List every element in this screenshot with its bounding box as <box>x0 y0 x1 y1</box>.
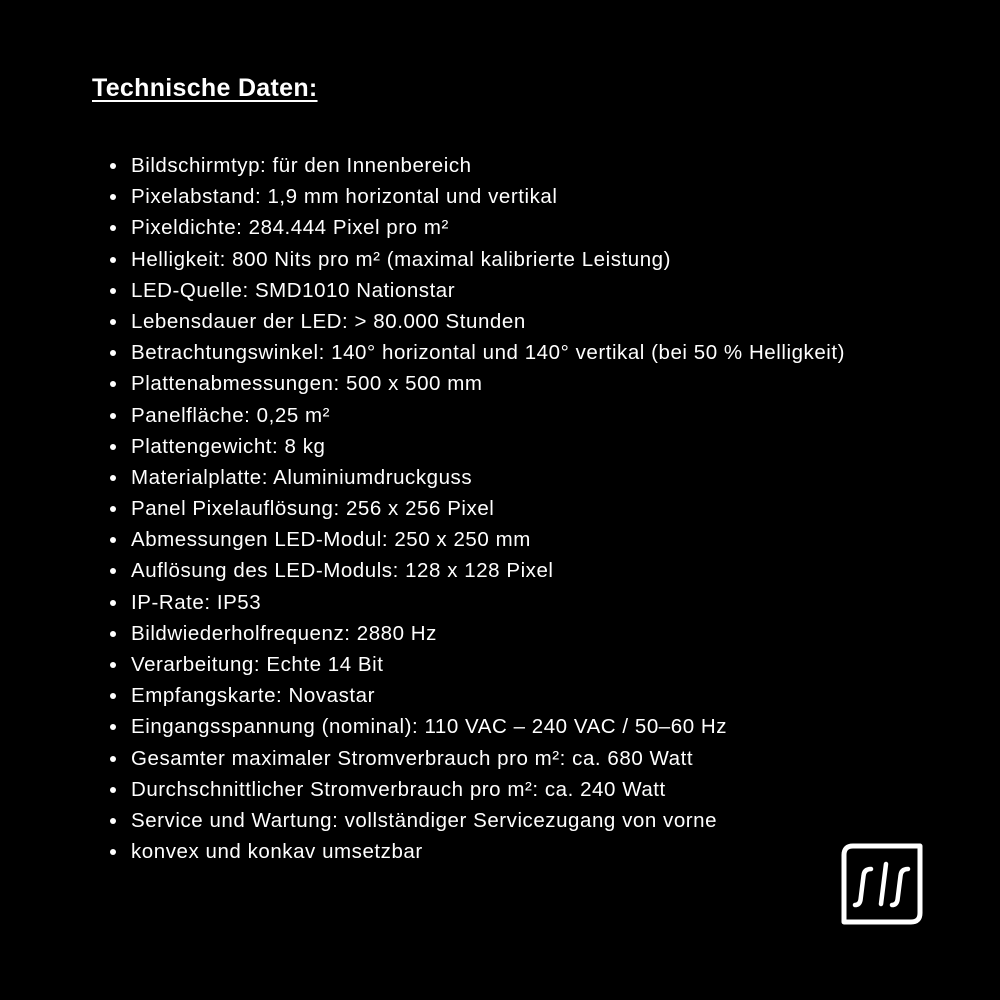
spec-item: Plattengewicht: 8 kg <box>110 431 845 462</box>
spec-item: Plattenabmessungen: 500 x 500 mm <box>110 368 845 399</box>
spec-item: Gesamter maximaler Stromverbrauch pro m²: ca. 680 Watt <box>110 743 845 774</box>
spec-item: Pixeldichte: 284.444 Pixel pro m² <box>110 212 845 243</box>
page-title: Technische Daten: <box>92 74 318 102</box>
spec-item: Service und Wartung: vollständiger Servicezugang von vorne <box>110 805 845 836</box>
spec-item: Eingangsspannung (nominal): 110 VAC – 240 VAC / 50–60 Hz <box>110 711 845 742</box>
spec-item: Pixelabstand: 1,9 mm horizontal und vertikal <box>110 181 845 212</box>
spec-item: Panelfläche: 0,25 m² <box>110 400 845 431</box>
spec-item: Empfangskarte: Novastar <box>110 680 845 711</box>
spec-item: Materialplatte: Aluminiumdruckguss <box>110 462 845 493</box>
spec-item: LED-Quelle: SMD1010 Nationstar <box>110 275 845 306</box>
spec-item: Verarbeitung: Echte 14 Bit <box>110 649 845 680</box>
spec-item: Bildschirmtyp: für den Innenbereich <box>110 150 845 181</box>
spec-item: Helligkeit: 800 Nits pro m² (maximal kalibrierte Leistung) <box>110 244 845 275</box>
spec-item: konvex und konkav umsetzbar <box>110 836 845 867</box>
spec-item: Bildwiederholfrequenz: 2880 Hz <box>110 618 845 649</box>
spec-list <box>110 150 845 867</box>
spec-item: IP-Rate: IP53 <box>110 587 845 618</box>
spec-item: Lebensdauer der LED: > 80.000 Stunden <box>110 306 845 337</box>
sls-logo-graphic <box>840 842 924 926</box>
spec-item: Panel Pixelauflösung: 256 x 256 Pixel <box>110 493 845 524</box>
spec-item: Auflösung des LED-Moduls: 128 x 128 Pixel <box>110 555 845 586</box>
spec-item: Durchschnittlicher Stromverbrauch pro m²: ca. 240 Watt <box>110 774 845 805</box>
sls-logo-icon <box>840 842 924 926</box>
spec-item: Betrachtungswinkel: 140° horizontal und 140° vertikal (bei 50 % Helligkeit) <box>110 337 845 368</box>
spec-item: Abmessungen LED-Modul: 250 x 250 mm <box>110 524 845 555</box>
